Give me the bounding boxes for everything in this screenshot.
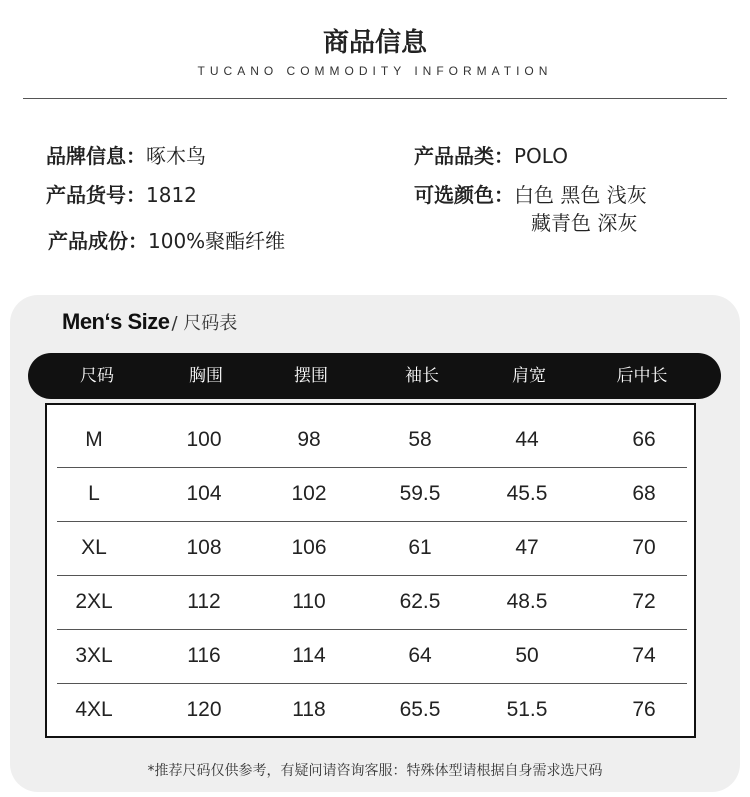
size-table [45, 403, 696, 738]
column-header-shoulder: 肩宽 [512, 366, 546, 386]
table-cell: 61 [408, 536, 432, 559]
table-cell: 44 [515, 428, 539, 451]
table-cell: 3XL [75, 644, 113, 667]
category-value: POLO [514, 144, 568, 168]
item-number-value: 1812 [146, 183, 197, 207]
table-cell: 106 [291, 536, 327, 559]
table-cell: 58 [408, 428, 432, 451]
size-chart-panel [10, 295, 740, 792]
material-value: 100%聚酯纤维 [148, 229, 286, 253]
table-cell: M [85, 428, 103, 451]
colors-info-line2 [531, 207, 637, 236]
table-cell: 4XL [75, 698, 113, 721]
table-cell: XL [81, 536, 107, 559]
table-cell: 50 [515, 644, 539, 667]
table-cell: 68 [632, 482, 656, 505]
table-cell: 72 [632, 590, 656, 613]
table-cell: L [88, 482, 100, 505]
table-row [57, 575, 687, 630]
brand-info [46, 140, 206, 169]
column-header-chest: 胸围 [189, 366, 223, 386]
table-cell: 114 [292, 644, 326, 667]
item-number-label: 产品货号： [46, 183, 146, 207]
colors-label: 可选颜色： [414, 183, 514, 207]
table-row [57, 413, 687, 468]
table-cell: 118 [292, 698, 326, 721]
table-cell: 108 [186, 536, 222, 559]
column-header-hem: 摆围 [294, 366, 328, 386]
table-row [57, 521, 687, 576]
table-cell: 59.5 [399, 482, 441, 505]
table-cell: 102 [291, 482, 327, 505]
header-divider [23, 98, 727, 99]
table-cell: 120 [186, 698, 222, 721]
size-heading-cn: / 尺码表 [171, 313, 238, 334]
table-cell: 70 [632, 536, 656, 559]
brand-value: 啄木鸟 [146, 144, 206, 168]
table-cell: 76 [632, 698, 656, 721]
column-header-size: 尺码 [80, 366, 114, 386]
colors-info [414, 179, 647, 208]
table-cell: 116 [187, 644, 221, 667]
table-cell: 98 [297, 428, 321, 451]
table-cell: 48.5 [506, 590, 548, 613]
table-cell: 66 [632, 428, 656, 451]
page-title: 商品信息 [322, 28, 427, 58]
table-cell: 51.5 [506, 698, 548, 721]
table-cell: 100 [186, 428, 222, 451]
size-chart-heading [62, 309, 237, 335]
colors-value-line2: 藏青色 深灰 [531, 211, 638, 235]
table-cell: 64 [408, 644, 432, 667]
column-header-sleeve: 袖长 [405, 366, 439, 386]
size-heading-en: Men‘s Size [62, 309, 170, 334]
table-row [57, 629, 687, 684]
size-footnote: *推荐尺码仅供参考，有疑问请咨询客服：特殊体型请根据自身需求选尺码 [147, 763, 603, 779]
table-cell: 112 [187, 590, 221, 613]
category-label: 产品品类： [414, 144, 514, 168]
category-info [414, 140, 568, 169]
table-cell: 62.5 [399, 590, 441, 613]
table-cell: 47 [515, 536, 539, 559]
table-cell: 45.5 [506, 482, 548, 505]
colors-value-line1: 白色 黑色 浅灰 [514, 183, 647, 207]
table-cell: 2XL [75, 590, 113, 613]
table-row [57, 683, 687, 737]
table-row [57, 467, 687, 522]
table-cell: 65.5 [399, 698, 441, 721]
page-subtitle: TUCANO COMMODITY INFORMATION [197, 64, 553, 78]
table-cell: 110 [292, 590, 326, 613]
material-info [48, 225, 285, 254]
table-cell: 74 [632, 644, 656, 667]
brand-label: 品牌信息： [46, 144, 146, 168]
size-table-header [28, 353, 721, 399]
table-cell: 104 [186, 482, 222, 505]
item-number-info [46, 179, 197, 208]
column-header-back-length: 后中长 [616, 366, 668, 386]
material-label: 产品成份： [48, 229, 148, 253]
